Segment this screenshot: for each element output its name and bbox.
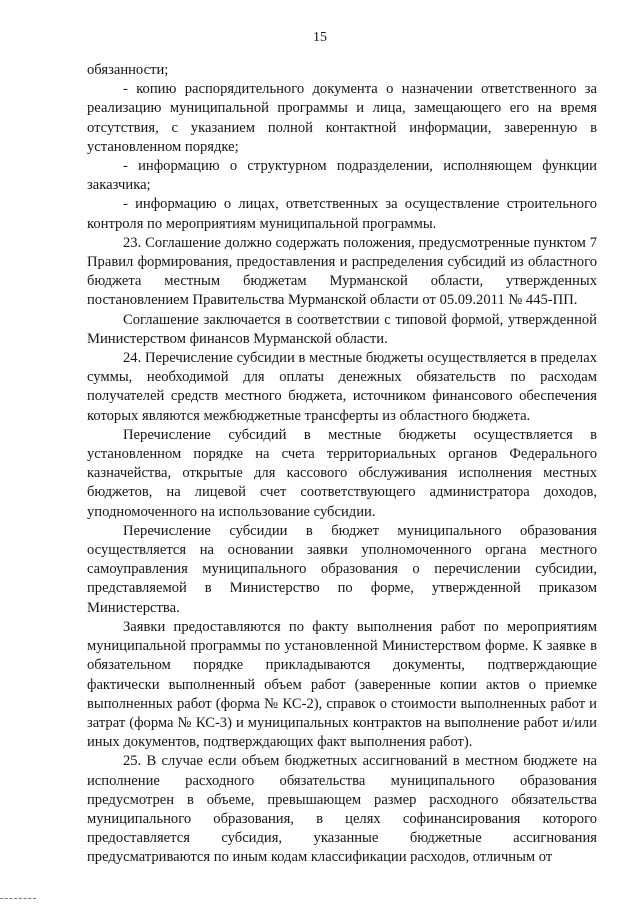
paragraph: Соглашение заключается в соответствии с типовой формой, утвержденной Министерством финансов Мурманской области. [87,311,597,347]
paragraph-clause-23: 23. Соглашение должно содержать положения, предусмотренные пунктом 7 Правил формирования, предоставления и распределения субсидий из областного бюджета местным бюджетам Мурманской области, утвержденных постановлением Правительства Мурманской области от 05.09.2011 № 445-ПП. [87,234,597,309]
list-item: - копию распорядительного документа о назначении ответственного за реализацию муниципальной программы и лица, замещающего его на время отсутствия, с указанием полной контактной информации, заверенную в установленном порядке; [87,81,597,155]
paragraph-clause-24: 24. Перечисление субсидии в местные бюджеты осуществляется в пределах суммы, необходимой для оплаты денежных обязательств по расходам получателей средств местного бюджета, источником финансового обеспечения которых являются межбюджетные трансферты из областного бюджета. [87,350,597,424]
list-item: - информацию о лицах, ответственных за осуществление строительного контроля по мероприятиям муниципальной программы. [87,196,597,232]
paragraph: Заявки предоставляются по факту выполнения работ по мероприятиям муниципальной программы по установленной Министерством форме. К заявке в обязательном порядке прикладываются документы, подтверждающие фактически выполненный объем работ (заверенные копии актов о приемке выполненных работ (форма № КС-2), справок о стоимости выполненных работ и затрат (форма № КС-3) и муниципальных контрактов на выполнение работ и/или иных документов, подтверждающих факт выполнения работ). [87,618,597,751]
page-number: 15 [313,30,327,45]
list-item: - информацию о структурном подразделении, исполняющем функции заказчика; [87,158,597,194]
paragraph-clause-25: 25. В случае если объем бюджетных ассигнований в местном бюджете на исполнение расходного обязательства муниципального образования предусмотрен в объеме, превышающем размер расходного обязательства муниципального образования, в целях софинансирования которого предоставляется субсидия, указанные бюджетные ассигнования предусматриваются по иным кодам классификации расходов, отличным от [87,753,597,866]
paragraph: Перечисление субсидии в бюджет муниципального образования осуществляется на основании заявки уполномоченного органа местного самоуправления муниципального образования о перечислении субсидии, представляемой в Министерство по форме, утвержденной приказом Министерства. [87,522,597,616]
paragraph-continuation: обязанности; [87,62,169,78]
page-edge-rule [0,898,36,899]
paragraph: Перечисление субсидий в местные бюджеты осуществляется в установленном порядке на счета территориальных органов Федерального казначейства, открытые для кассового обслуживания исполнения местных бюджетов, на лицевой счет соответствующего администратора доходов, уподномоченного на использование субсидии. [87,426,597,520]
document-body [87,61,597,868]
